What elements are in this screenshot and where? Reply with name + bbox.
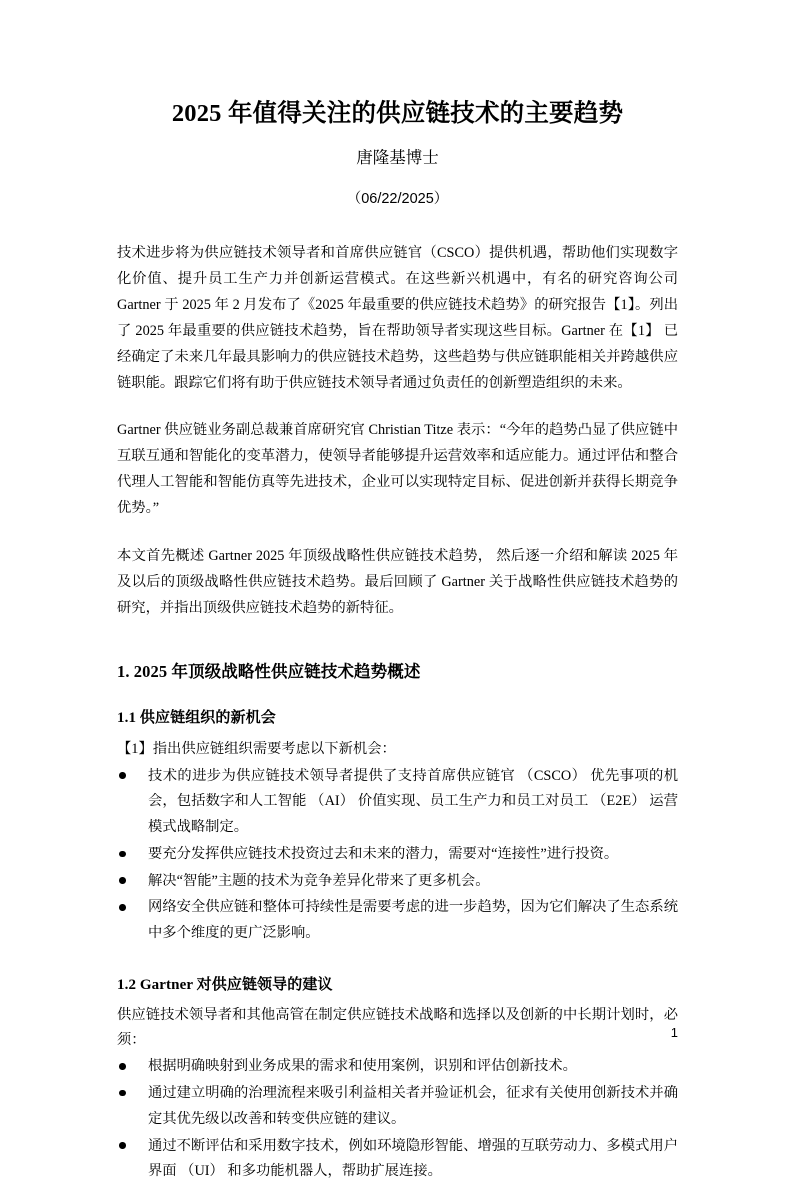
list-item-text: 技术的进步为供应链技术领导者提供了支持首席供应链官 （CSCO） 优先事项的机会，包括数字和人工智能 （AI） 价值实现、员工生产力和员工对员工 （E2E） 运营模式战略制定。 <box>148 767 678 836</box>
list-item-text: 通过不断评估和采用数字技术，例如环境隐形智能、增强的互联劳动力、多模式用户界面 （UI） 和多功能机器人，帮助扩展连接。 <box>148 1137 678 1180</box>
list-item-text: 网络安全供应链和整体可持续性是需要考虑的进一步趋势，因为它们解决了生态系统中多个维度的更广泛影响。 <box>148 899 678 942</box>
page-title: 2025 年值得关注的供应链技术的主要趋势 <box>171 100 624 127</box>
document-author: 唐隆基博士 <box>356 147 439 167</box>
bullet-dot-icon <box>119 1090 126 1097</box>
list-item-text: 解决“智能”主题的技术为竞争差异化带来了更多机会。 <box>148 872 490 889</box>
list-item <box>117 1054 678 1080</box>
page-number: 1 <box>670 1025 678 1040</box>
list-item <box>117 842 678 868</box>
section-1-2-bullet-list <box>117 1054 678 1185</box>
section-1-1-heading: 1.1 供应链组织的新机会 <box>117 710 276 727</box>
bullet-dot-icon <box>119 877 126 884</box>
section-1-2-lead: 供应链技术领导者和其他高管在制定供应链技术战略和选择以及创新的中长期计划时，必须： <box>117 1007 678 1049</box>
list-item <box>117 764 678 841</box>
bullet-dot-icon <box>119 772 126 779</box>
list-item <box>117 1134 678 1185</box>
bullet-dot-icon <box>119 851 126 858</box>
list-item-text: 要充分发挥供应链技术投资过去和未来的潜力，需要对“连接性”进行投资。 <box>148 845 619 862</box>
section-1-2-heading: 1.2 Gartner 对供应链领导的建议 <box>117 976 333 993</box>
section-1-1-bullet-list <box>117 764 678 947</box>
body-paragraph-3: 本文首先概述 Gartner 2025 年顶级战略性供应链技术趋势， 然后逐一介绍和解读 2025 年及以后的顶级战略性供应链技术趋势。最后回顾了 Gartner 关于战略性供应链技术趋势的研究，并指出顶级供应链技术趋势的新特征。 <box>117 548 678 617</box>
bullet-dot-icon <box>119 904 126 911</box>
list-item-text: 通过建立明确的治理流程来吸引利益相关者并验证机会，征求有关使用创新技术并确定其优先级以改善和转变供应链的建议。 <box>148 1085 678 1127</box>
body-paragraph-2: Gartner 供应链业务副总裁兼首席研究官 Christian Titze 表示：“今年的趋势凸显了供应链中互联互通和智能化的变革潜力，使领导者能够提升运营效率和适应能力。通过评估和整合代理人工智能和智能仿真等先进技术，企业可以实现特定目标、促进创新并获得长期竞争优势。” <box>117 422 678 517</box>
body-paragraph-1: 技术进步将为供应链技术领导者和首席供应链官（CSCO）提供机遇，帮助他们实现数字化价值、提升员工生产力并创新运营模式。在这些新兴机遇中，有名的研究咨询公司 Gartner 于 2025 年 2 月发布了《2025 年最重要的供应链技术趋势》的研究报告【1】。列出了 2025 年最重要的供应链技术趋势，旨在帮助领导者实现这些目标。Gartner 在【1】 已经确定了未来几年最具影响力的供应链技术趋势，这些趋势与供应链职能相关并跨越供应链职能。跟踪它们将有助于供应链技术领导者通过负责任的创新塑造组织的未来。 <box>117 245 678 392</box>
bullet-dot-icon <box>119 1063 126 1070</box>
list-item-text: 根据明确映射到业务成果的需求和使用案例，识别和评估创新技术。 <box>148 1058 577 1075</box>
section-1-heading: 1. 2025 年顶级战略性供应链技术趋势概述 <box>117 662 421 682</box>
document-date: （06/22/2025） <box>346 191 449 208</box>
section-1-1-lead: 【1】指出供应链组织需要考虑以下新机会： <box>117 740 396 757</box>
bullet-dot-icon <box>119 1142 126 1149</box>
page-content <box>117 0 678 1185</box>
list-item <box>117 1081 678 1132</box>
list-item <box>117 869 678 895</box>
list-item <box>117 895 678 946</box>
